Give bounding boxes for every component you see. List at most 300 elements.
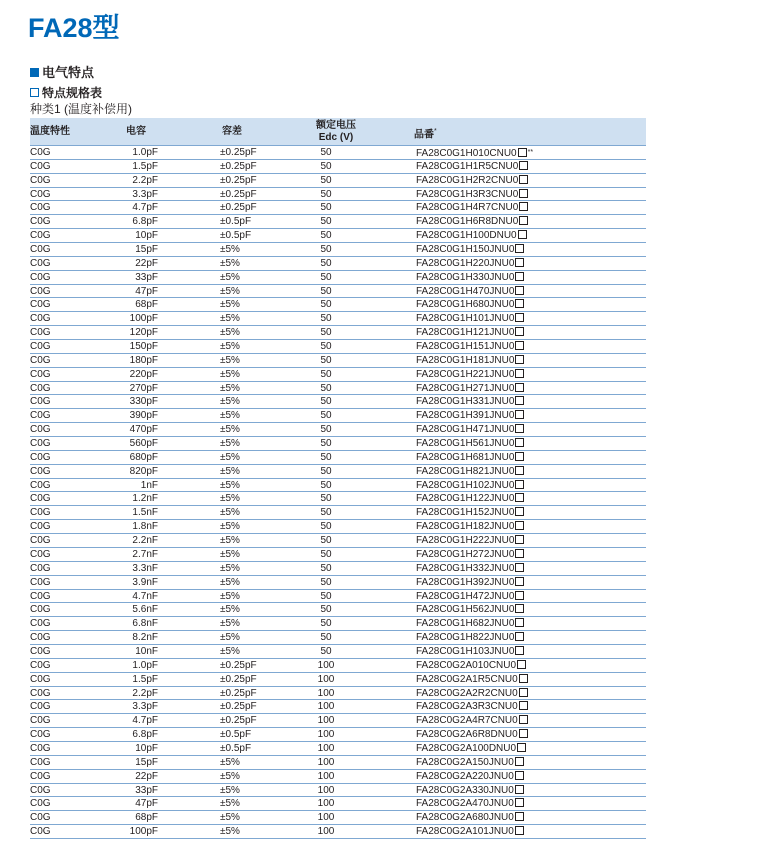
cell-capacitance-text: 68pF (135, 812, 158, 824)
cell-temp-text: C0G (30, 368, 51, 380)
cell-voltage (316, 603, 336, 616)
cell-tolerance (220, 201, 257, 214)
cell-temp-text: C0G (30, 770, 51, 782)
cell-tolerance-text: ±5% (220, 438, 240, 450)
cell-temp-text: C0G (30, 715, 51, 727)
cell-capacitance-text: 470pF (129, 424, 158, 436)
cell-part-number-text: FA28C0G1H220JNU0 (416, 257, 515, 269)
cell-tolerance (220, 742, 251, 755)
cell-capacitance-text: 100pF (129, 313, 158, 325)
cell-capacitance-text: 680pF (129, 451, 158, 463)
cell-temp (30, 714, 51, 727)
cell-part-number-text: FA28C0G2A100DNU0 (416, 742, 517, 754)
cell-part-number (416, 659, 526, 672)
cell-temp (30, 368, 51, 381)
cell-part-number (416, 770, 524, 783)
cell-voltage (316, 395, 336, 408)
cell-temp-text: C0G (30, 438, 51, 450)
cell-part-number-text: FA28C0G1H822JNU0 (416, 632, 515, 644)
header-part-text: 品番 (414, 129, 434, 141)
cell-capacitance-text: 5.6nF (132, 604, 158, 616)
cell-capacitance (116, 395, 158, 408)
cell-part-number-text: FA28C0G2A220JNU0 (416, 770, 514, 782)
cell-tolerance-text: ±5% (220, 521, 240, 533)
cell-temp (30, 465, 51, 478)
cell-tolerance-text: ±0.25pF (220, 659, 257, 671)
checkbox-square-icon (515, 577, 524, 586)
table-row (30, 257, 646, 271)
cell-voltage (316, 215, 336, 228)
cell-voltage-text: 50 (320, 230, 332, 242)
table-row (30, 506, 646, 520)
cell-capacitance-text: 1.5pF (132, 673, 158, 685)
cell-capacitance (116, 354, 158, 367)
checkbox-square-icon (515, 313, 524, 322)
cell-part-number-text: FA28C0G1H681JNU0 (416, 451, 515, 463)
table-row (30, 673, 646, 687)
cell-tolerance (220, 659, 257, 672)
cell-capacitance (116, 188, 158, 201)
cell-tolerance-text: ±5% (220, 327, 240, 339)
cell-temp (30, 257, 51, 270)
cell-capacitance-text: 3.3pF (132, 188, 158, 200)
cell-capacitance-text: 4.7nF (132, 590, 158, 602)
cell-temp-text: C0G (30, 548, 51, 560)
checkbox-square-icon (519, 175, 528, 184)
cell-capacitance-text: 270pF (129, 382, 158, 394)
cell-part-number (416, 395, 524, 408)
cell-tolerance-text: ±5% (220, 354, 240, 366)
cell-voltage (316, 146, 336, 159)
cell-temp (30, 229, 51, 242)
checkbox-square-icon (515, 286, 524, 295)
cell-capacitance (116, 285, 158, 298)
cell-tolerance-text: ±0.25pF (220, 715, 257, 727)
cell-voltage (316, 534, 336, 547)
cell-tolerance (220, 229, 251, 242)
cell-capacitance-text: 15pF (135, 756, 158, 768)
cell-voltage-text: 50 (320, 479, 332, 491)
cell-part-number (416, 285, 524, 298)
table-row (30, 797, 646, 811)
cell-temp (30, 784, 51, 797)
cell-tolerance (220, 285, 240, 298)
cell-tolerance-text: ±5% (220, 396, 240, 408)
cell-capacitance (116, 687, 158, 700)
cell-part-number (416, 728, 528, 741)
table-row (30, 382, 646, 396)
cell-capacitance-text: 47pF (135, 285, 158, 297)
checkbox-square-icon (519, 674, 528, 683)
cell-part-number-text: FA28C0G1H151JNU0 (416, 341, 515, 353)
cell-tolerance (220, 520, 240, 533)
cell-voltage (316, 659, 336, 672)
cell-tolerance-text: ±0.25pF (220, 687, 257, 699)
table-row (30, 756, 646, 770)
cell-capacitance (116, 437, 158, 450)
cell-tolerance-text: ±5% (220, 493, 240, 505)
checkbox-square-icon (515, 466, 524, 475)
table-row (30, 354, 646, 368)
cell-voltage (316, 188, 336, 201)
cell-temp (30, 312, 51, 325)
cell-voltage-text: 100 (317, 687, 335, 699)
cell-tolerance-text: ±5% (220, 548, 240, 560)
cell-tolerance (220, 700, 257, 713)
checkbox-square-icon (519, 202, 528, 211)
cell-temp-text: C0G (30, 424, 51, 436)
section-heading (30, 62, 94, 81)
checkbox-square-icon (515, 493, 524, 502)
cell-part-number (416, 590, 524, 603)
cell-part-number-text: FA28C0G1H271JNU0 (416, 382, 515, 394)
cell-temp-text: C0G (30, 354, 51, 366)
cell-voltage (316, 617, 336, 630)
cell-tolerance-text: ±0.5pF (220, 742, 252, 754)
cell-temp (30, 576, 51, 589)
cell-part-number-text: FA28C0G1H2R2CNU0 (416, 174, 519, 186)
cell-voltage (316, 714, 336, 727)
cell-tolerance (220, 188, 257, 201)
cell-tolerance (220, 437, 240, 450)
cell-capacitance (116, 562, 158, 575)
table-row (30, 368, 646, 382)
checkbox-square-icon (515, 771, 524, 780)
cell-part-number-text: FA28C0G2A6R8DNU0 (416, 729, 518, 741)
cell-tolerance-text: ±0.5pF (220, 230, 252, 242)
cell-capacitance (116, 631, 158, 644)
checkbox-square-icon (517, 660, 526, 669)
cell-part-number-text: FA28C0G1H472JNU0 (416, 590, 515, 602)
cell-temp (30, 728, 51, 741)
header-voltage-line1: 额定电压 (316, 120, 356, 131)
cell-part-number (416, 562, 524, 575)
table-row (30, 590, 646, 604)
cell-temp-text: C0G (30, 576, 51, 588)
cell-temp (30, 382, 51, 395)
cell-part-number (416, 382, 524, 395)
cell-temp (30, 326, 51, 339)
checkbox-square-icon (515, 355, 524, 364)
cell-capacitance-text: 1.8nF (132, 521, 158, 533)
cell-voltage-text: 50 (320, 521, 332, 533)
cell-capacitance (116, 825, 158, 838)
cell-temp (30, 243, 51, 256)
cell-tolerance (220, 368, 240, 381)
cell-part-number-text: FA28C0G1H103JNU0 (416, 645, 515, 657)
cell-voltage-text: 50 (320, 341, 332, 353)
cell-part-number (416, 160, 528, 173)
checkbox-square-icon (515, 396, 524, 405)
cell-part-number (416, 534, 524, 547)
cell-part-number (416, 326, 524, 339)
cell-temp-text: C0G (30, 396, 51, 408)
cell-temp-text: C0G (30, 160, 51, 172)
cell-temp (30, 160, 51, 173)
table-row (30, 714, 646, 728)
cell-tolerance-text: ±5% (220, 604, 240, 616)
cell-tolerance (220, 451, 240, 464)
cell-voltage (316, 160, 336, 173)
cell-capacitance-text: 1.0pF (132, 147, 158, 158)
checkbox-square-icon (515, 341, 524, 350)
cell-part-number (416, 756, 524, 769)
cell-tolerance-text: ±5% (220, 341, 240, 353)
cell-temp-text: C0G (30, 590, 51, 602)
cell-capacitance-text: 33pF (135, 784, 158, 796)
cell-tolerance-text: ±0.25pF (220, 673, 257, 685)
table-row (30, 160, 646, 174)
cell-tolerance-text: ±5% (220, 257, 240, 269)
cell-temp (30, 825, 51, 838)
cell-capacitance-text: 2.2pF (132, 174, 158, 186)
cell-temp (30, 742, 51, 755)
cell-temp-text: C0G (30, 659, 51, 671)
cell-capacitance-text: 3.9nF (132, 576, 158, 588)
cell-temp (30, 395, 51, 408)
cell-temp-text: C0G (30, 826, 51, 838)
cell-capacitance (116, 423, 158, 436)
cell-temp-text: C0G (30, 299, 51, 311)
cell-voltage (316, 784, 336, 797)
table-header (30, 118, 646, 146)
cell-part-number (416, 215, 528, 228)
cell-part-number-text: FA28C0G1H330JNU0 (416, 271, 515, 283)
cell-temp (30, 285, 51, 298)
cell-voltage-text: 50 (320, 188, 332, 200)
table-row (30, 534, 646, 548)
cell-part-number-text: FA28C0G1H122JNU0 (416, 493, 515, 505)
cell-capacitance (116, 492, 158, 505)
cell-temp-text: C0G (30, 382, 51, 394)
cell-temp (30, 590, 51, 603)
table-row (30, 603, 646, 617)
cell-capacitance-text: 6.8pF (132, 729, 158, 741)
cell-part-number (416, 465, 524, 478)
checkbox-square-icon (515, 618, 524, 627)
cell-voltage (316, 368, 336, 381)
cell-part-number (416, 784, 524, 797)
checkbox-square-icon (515, 549, 524, 558)
cell-voltage (316, 298, 336, 311)
checkbox-square-icon (515, 632, 524, 641)
cell-voltage (316, 312, 336, 325)
cell-capacitance (116, 368, 158, 381)
cell-tolerance (220, 603, 240, 616)
cell-capacitance-text: 22pF (135, 257, 158, 269)
header-capacitance: 电容 (126, 126, 146, 137)
cell-temp-text: C0G (30, 784, 51, 796)
cell-tolerance (220, 714, 257, 727)
cell-capacitance-text: 330pF (129, 396, 158, 408)
cell-temp-text: C0G (30, 230, 51, 242)
cell-voltage (316, 811, 336, 824)
table-row (30, 520, 646, 534)
cell-voltage-text: 50 (320, 313, 332, 325)
cell-temp-text: C0G (30, 257, 51, 269)
cell-voltage-text: 50 (320, 590, 332, 602)
cell-capacitance-text: 2.2nF (132, 535, 158, 547)
cell-part-number (416, 423, 524, 436)
cell-voltage (316, 645, 336, 658)
cell-voltage-text: 50 (320, 618, 332, 630)
cell-capacitance (116, 673, 158, 686)
cell-part-number-text: FA28C0G1H391JNU0 (416, 410, 515, 422)
cell-temp-text: C0G (30, 188, 51, 200)
cell-tolerance-text: ±0.25pF (220, 147, 257, 158)
spec-table (30, 118, 646, 839)
cell-capacitance (116, 201, 158, 214)
table-row (30, 631, 646, 645)
table-row (30, 770, 646, 784)
cell-tolerance (220, 756, 240, 769)
cell-tolerance-text: ±5% (220, 410, 240, 422)
table-row (30, 215, 646, 229)
cell-temp (30, 687, 51, 700)
cell-temp-text: C0G (30, 327, 51, 339)
table-row (30, 825, 646, 839)
cell-capacitance (116, 714, 158, 727)
cell-part-number-text: FA28C0G1H470JNU0 (416, 285, 515, 297)
cell-voltage (316, 340, 336, 353)
cell-voltage (316, 243, 336, 256)
cell-capacitance (116, 548, 158, 561)
cell-tolerance (220, 825, 240, 838)
cell-temp-text: C0G (30, 645, 51, 657)
cell-voltage-text: 50 (320, 368, 332, 380)
cell-part-number-text: FA28C0G1H101JNU0 (416, 313, 515, 325)
cell-part-number (416, 548, 524, 561)
cell-tolerance-text: ±0.5pF (220, 729, 252, 741)
cell-voltage (316, 382, 336, 395)
cell-temp (30, 146, 51, 159)
cell-capacitance-text: 3.3pF (132, 701, 158, 713)
header-voltage-line2: Edc (V) (318, 132, 354, 143)
cell-part-number-text: FA28C0G1H680JNU0 (416, 299, 515, 311)
cell-voltage (316, 423, 336, 436)
cell-capacitance (116, 728, 158, 741)
cell-voltage-text: 50 (320, 382, 332, 394)
checkbox-square-icon (519, 189, 528, 198)
cell-capacitance-text: 390pF (129, 410, 158, 422)
cell-voltage (316, 271, 336, 284)
checkbox-square-icon (515, 507, 524, 516)
cell-temp (30, 770, 51, 783)
cell-capacitance (116, 215, 158, 228)
cell-capacitance (116, 146, 158, 159)
cell-tolerance (220, 562, 240, 575)
cell-capacitance (116, 576, 158, 589)
cell-capacitance (116, 298, 158, 311)
cell-capacitance (116, 811, 158, 824)
cell-part-number (416, 146, 533, 160)
cell-voltage (316, 770, 336, 783)
cell-part-number-text: FA28C0G1H331JNU0 (416, 396, 515, 408)
cell-voltage-text: 50 (320, 424, 332, 436)
cell-tolerance (220, 576, 240, 589)
cell-part-number-text: FA28C0G1H561JNU0 (416, 438, 515, 450)
cell-temp-text: C0G (30, 618, 51, 630)
cell-part-number (416, 312, 524, 325)
cell-temp (30, 479, 51, 492)
cell-part-number (416, 492, 524, 505)
cell-capacitance (116, 271, 158, 284)
cell-part-number-text: FA28C0G1H4R7CNU0 (416, 202, 519, 214)
cell-voltage (316, 562, 336, 575)
cell-voltage-text: 100 (317, 673, 335, 685)
cell-voltage-text: 50 (320, 354, 332, 366)
cell-voltage-text: 50 (320, 645, 332, 657)
checkbox-square-icon (519, 216, 528, 225)
cell-voltage-text: 100 (317, 756, 335, 768)
cell-voltage (316, 687, 336, 700)
cell-capacitance (116, 340, 158, 353)
cell-part-number-text: FA28C0G1H821JNU0 (416, 465, 515, 477)
cell-tolerance-text: ±5% (220, 632, 240, 644)
table-row (30, 243, 646, 257)
cell-temp-text: C0G (30, 729, 51, 741)
cell-temp (30, 201, 51, 214)
table-row (30, 617, 646, 631)
cell-temp (30, 631, 51, 644)
checkbox-square-icon (515, 646, 524, 655)
cell-capacitance-text: 8.2nF (132, 632, 158, 644)
cell-part-number (416, 506, 524, 519)
cell-temp (30, 215, 51, 228)
cell-tolerance-text: ±5% (220, 285, 240, 297)
table-row (30, 340, 646, 354)
table-row (30, 728, 646, 742)
cell-part-number-text: FA28C0G1H221JNU0 (416, 368, 515, 380)
cell-voltage-text: 50 (320, 410, 332, 422)
cell-part-number-text: FA28C0G2A2R2CNU0 (416, 687, 518, 699)
cell-tolerance (220, 395, 240, 408)
cell-tolerance-text: ±0.25pF (220, 188, 257, 200)
cell-capacitance-text: 10pF (135, 742, 158, 754)
cell-capacitance (116, 312, 158, 325)
cell-tolerance (220, 590, 240, 603)
cell-capacitance (116, 520, 158, 533)
cell-tolerance-text: ±0.5pF (220, 216, 252, 228)
cell-tolerance-text: ±5% (220, 451, 240, 463)
cell-part-number-text: FA28C0G1H6R8DNU0 (416, 216, 519, 228)
cell-part-number-text: FA28C0G1H682JNU0 (416, 618, 515, 630)
cell-capacitance-text: 120pF (129, 327, 158, 339)
cell-temp-text: C0G (30, 604, 51, 616)
cell-temp-text: C0G (30, 285, 51, 297)
cell-voltage-text: 100 (317, 770, 335, 782)
cell-temp (30, 617, 51, 630)
cell-tolerance (220, 492, 240, 505)
cell-tolerance-text: ±0.25pF (220, 701, 257, 713)
cell-tolerance-text: ±5% (220, 826, 240, 838)
cell-temp (30, 506, 51, 519)
cell-temp-text: C0G (30, 562, 51, 574)
header-temp: 温度特性 (30, 126, 70, 137)
cell-tolerance-text: ±5% (220, 299, 240, 311)
cell-voltage-text: 50 (320, 396, 332, 408)
cell-voltage (316, 506, 336, 519)
cell-capacitance (116, 506, 158, 519)
cell-voltage-text: 100 (317, 826, 335, 838)
cell-part-number (416, 174, 528, 187)
table-row (30, 146, 646, 160)
cell-voltage (316, 201, 336, 214)
cell-voltage (316, 257, 336, 270)
cell-capacitance (116, 797, 158, 810)
table-row (30, 271, 646, 285)
cell-tolerance (220, 534, 240, 547)
